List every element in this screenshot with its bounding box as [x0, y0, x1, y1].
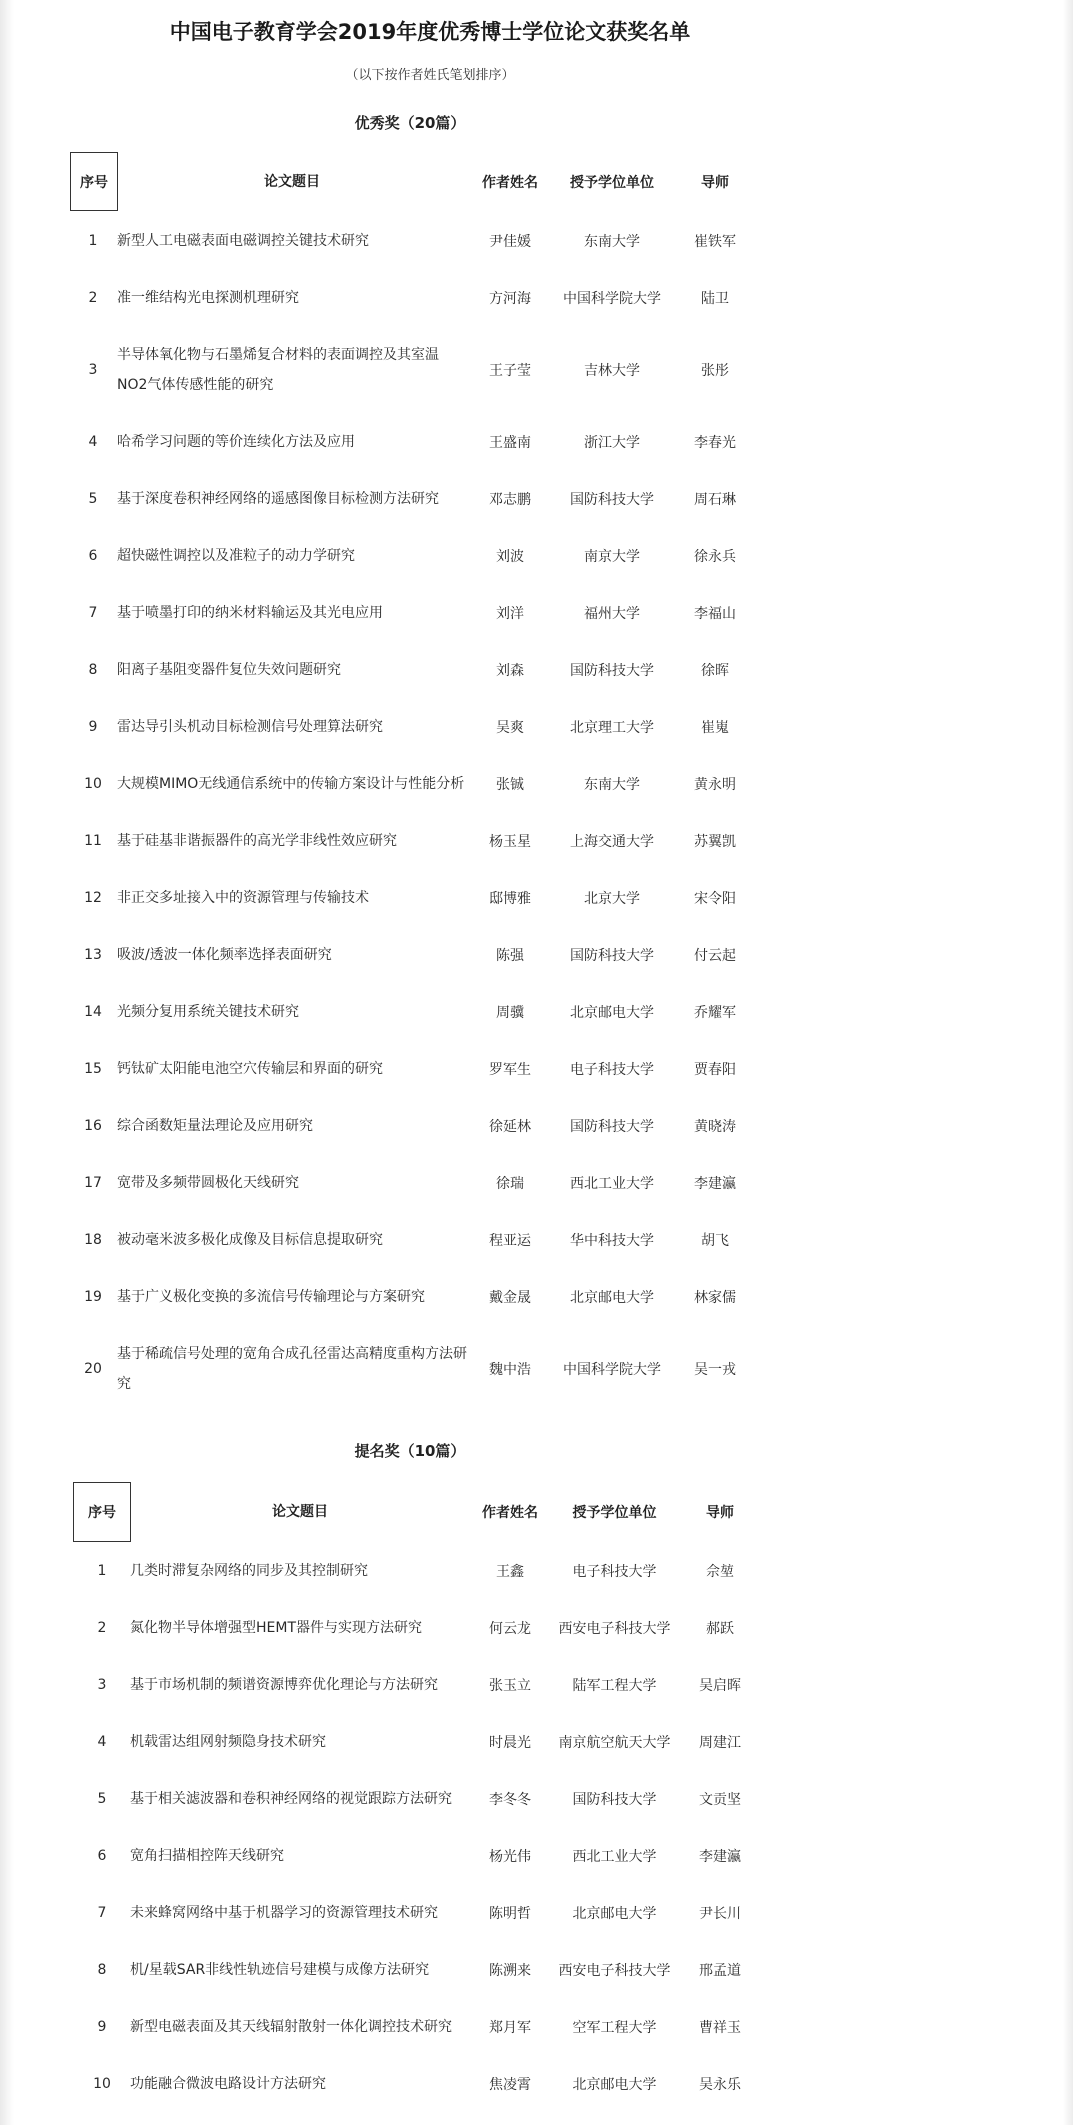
row-author: 尹佳媛	[489, 233, 531, 250]
row-num: 1	[88, 232, 98, 249]
row-title: 哈希学习问题的等价连续化方法及应用	[117, 433, 355, 450]
row-author: 徐瑞	[496, 1175, 524, 1192]
row-title: 非正交多址接入中的资源管理与传输技术	[117, 889, 369, 906]
row-author: 邸博雅	[489, 890, 531, 907]
table-row	[0, 755, 1073, 812]
row-unit: 浙江大学	[584, 434, 640, 451]
table-row	[0, 2055, 1073, 2112]
row-num: 18	[84, 1231, 102, 1248]
header-author: 作者姓名	[482, 175, 538, 191]
row-title: 准一维结构光电探测机理研究	[117, 289, 299, 306]
row-advisor: 郝跃	[706, 1620, 734, 1637]
row-unit: 北京大学	[584, 890, 640, 907]
row-advisor: 吴一戎	[694, 1361, 736, 1378]
row-advisor: 陆卫	[701, 290, 729, 307]
row-num: 14	[84, 1003, 102, 1020]
table-row	[0, 1656, 1073, 1713]
row-title: 雷达导引头机动目标检测信号处理算法研究	[117, 718, 383, 735]
row-author: 王子莹	[489, 362, 531, 379]
row-title: 基于稀疏信号处理的宽角合成孔径雷达高精度重构方法研究	[117, 1345, 467, 1392]
row-unit: 西安电子科技大学	[558, 1962, 671, 1979]
row-author: 时晨光	[489, 1734, 531, 1751]
row-author: 杨光伟	[489, 1848, 531, 1865]
row-title: 几类时滞复杂网络的同步及其控制研究	[130, 1562, 368, 1579]
row-author: 郑月军	[489, 2019, 531, 2036]
nomination-section-heading: 提名奖（10篇）	[354, 1442, 466, 1460]
row-unit: 国防科技大学	[570, 491, 654, 508]
row-advisor: 贾春阳	[694, 1061, 736, 1078]
excellent-table-body	[0, 212, 1073, 1412]
row-author: 戴金晟	[489, 1289, 531, 1306]
table-row	[0, 926, 1073, 983]
row-title: 新型电磁表面及其天线辐射散射一体化调控技术研究	[130, 2018, 452, 2035]
row-num: 16	[84, 1117, 102, 1134]
row-unit: 福州大学	[584, 605, 640, 622]
row-title: 被动毫米波多极化成像及目标信息提取研究	[117, 1231, 383, 1248]
table-row	[0, 584, 1073, 641]
row-title: 未来蜂窝网络中基于机器学习的资源管理技术研究	[130, 1904, 438, 1921]
row-advisor: 付云起	[694, 947, 736, 964]
row-num: 6	[88, 547, 98, 564]
header-advisor: 导师	[701, 175, 729, 191]
table-row	[0, 1542, 1073, 1599]
row-unit: 电子科技大学	[572, 1563, 657, 1580]
row-num: 19	[84, 1288, 102, 1305]
row-num: 1	[97, 1562, 107, 1579]
nomination-table-body	[0, 1542, 1073, 2112]
row-author: 徐延林	[489, 1118, 531, 1135]
page-title: 中国电子教育学会2019年度优秀博士学位论文获奖名单	[169, 20, 691, 44]
excellent-award-table	[0, 152, 1073, 1412]
row-author: 杨玉星	[489, 833, 531, 850]
excellent-section-heading: 优秀奖（20篇）	[354, 114, 466, 132]
row-num: 2	[97, 1619, 107, 1636]
row-num: 10	[84, 775, 102, 792]
row-title: 基于深度卷积神经网络的遥感图像目标检测方法研究	[117, 490, 439, 507]
row-num: 15	[84, 1060, 102, 1077]
row-unit: 北京邮电大学	[572, 2076, 657, 2093]
row-author: 魏中浩	[489, 1361, 531, 1378]
table-row	[0, 1325, 1073, 1412]
table-row	[0, 812, 1073, 869]
row-unit: 电子科技大学	[570, 1061, 654, 1078]
row-title: 基于硅基非谐振器件的高光学非线性效应研究	[117, 832, 397, 849]
header-num: 序号	[73, 1482, 131, 1542]
row-unit: 中国科学院大学	[563, 290, 661, 307]
row-title: 吸波/透波一体化频率选择表面研究	[117, 946, 332, 963]
nomination-award-table	[0, 1482, 1073, 2112]
row-title: 超快磁性调控以及准粒子的动力学研究	[117, 547, 355, 564]
row-author: 刘森	[496, 662, 524, 679]
row-num: 12	[84, 889, 102, 906]
row-author: 王盛南	[489, 434, 531, 451]
row-advisor: 文贡坚	[699, 1791, 741, 1808]
header-author: 作者姓名	[482, 1505, 538, 1521]
row-num: 5	[97, 1790, 107, 1807]
row-unit: 西北工业大学	[572, 1848, 657, 1865]
row-advisor: 尹长川	[699, 1905, 741, 1922]
row-author: 张铖	[496, 776, 524, 793]
row-author: 陈强	[496, 947, 524, 964]
row-unit: 上海交通大学	[570, 833, 654, 850]
row-unit: 西安电子科技大学	[558, 1620, 671, 1637]
table-row	[0, 869, 1073, 926]
row-num: 11	[84, 832, 102, 849]
row-title: 半导体氧化物与石墨烯复合材料的表面调控及其室温NO2气体传感性能的研究	[117, 346, 439, 393]
row-advisor: 黄永明	[694, 776, 736, 793]
row-author: 王鑫	[496, 1563, 524, 1580]
table-header-row	[0, 1482, 1073, 1542]
row-num: 6	[97, 1847, 107, 1864]
table-row	[0, 641, 1073, 698]
row-num: 4	[88, 433, 98, 450]
row-title: 新型人工电磁表面电磁调控关键技术研究	[117, 232, 369, 249]
row-title: 宽角扫描相控阵天线研究	[130, 1847, 284, 1864]
row-author: 张玉立	[489, 1677, 531, 1694]
row-title: 钙钛矿太阳能电池空穴传输层和界面的研究	[117, 1060, 383, 1077]
row-title: 机/星载SAR非线性轨迹信号建模与成像方法研究	[130, 1961, 430, 1978]
table-row	[0, 212, 1073, 269]
header-title: 论文题目	[272, 1504, 328, 1520]
row-author: 罗军生	[489, 1061, 531, 1078]
row-author: 焦凌霄	[489, 2076, 531, 2093]
row-author: 周骥	[496, 1004, 524, 1021]
row-advisor: 邢孟道	[699, 1962, 741, 1979]
row-author: 刘洋	[496, 605, 524, 622]
row-author: 刘波	[496, 548, 524, 565]
row-author: 何云龙	[489, 1620, 531, 1637]
row-advisor: 苏翼凯	[694, 833, 736, 850]
row-advisor: 崔嵬	[701, 719, 729, 736]
row-advisor: 李建瀛	[699, 1848, 741, 1865]
row-title: 氮化物半导体增强型HEMT器件与实现方法研究	[130, 1619, 423, 1636]
row-title: 基于喷墨打印的纳米材料输运及其光电应用	[117, 604, 383, 621]
row-num: 13	[84, 946, 102, 963]
row-author: 李冬冬	[489, 1791, 531, 1808]
row-advisor: 宋令阳	[694, 890, 736, 907]
row-num: 20	[84, 1360, 102, 1377]
row-title: 阳离子基阻变器件复位失效问题研究	[117, 661, 341, 678]
row-unit: 北京邮电大学	[570, 1004, 654, 1021]
row-advisor: 胡飞	[701, 1232, 729, 1249]
row-unit: 北京理工大学	[570, 719, 654, 736]
row-title: 大规模MIMO无线通信系统中的传输方案设计与性能分析	[117, 775, 465, 792]
table-row	[0, 1770, 1073, 1827]
header-unit: 授予学位单位	[570, 175, 654, 191]
row-unit: 国防科技大学	[570, 947, 654, 964]
row-title: 基于相关滤波器和卷积神经网络的视觉跟踪方法研究	[130, 1790, 452, 1807]
row-num: 9	[97, 2018, 107, 2035]
row-title: 机载雷达组网射频隐身技术研究	[130, 1733, 326, 1750]
row-advisor: 李建瀛	[694, 1175, 736, 1192]
table-row	[0, 326, 1073, 413]
row-title: 宽带及多频带圆极化天线研究	[117, 1174, 299, 1191]
header-title: 论文题目	[264, 174, 320, 190]
table-row	[0, 1884, 1073, 1941]
table-row	[0, 698, 1073, 755]
table-row	[0, 1040, 1073, 1097]
row-title: 光频分复用系统关键技术研究	[117, 1003, 299, 1020]
table-row	[0, 527, 1073, 584]
table-row	[0, 1713, 1073, 1770]
row-num: 7	[97, 1904, 107, 1921]
row-author: 陈溯来	[489, 1962, 531, 1979]
row-advisor: 周石琳	[694, 491, 736, 508]
table-row	[0, 1599, 1073, 1656]
row-num: 2	[88, 289, 98, 306]
row-num: 8	[97, 1961, 107, 1978]
row-num: 3	[88, 361, 98, 378]
row-unit: 国防科技大学	[572, 1791, 657, 1808]
row-num: 7	[88, 604, 98, 621]
row-num: 5	[88, 490, 98, 507]
table-row	[0, 1827, 1073, 1884]
row-unit: 南京航空航天大学	[558, 1734, 671, 1751]
row-advisor: 徐永兵	[694, 548, 736, 565]
row-advisor: 黄晓涛	[694, 1118, 736, 1135]
row-title: 综合函数矩量法理论及应用研究	[117, 1117, 313, 1134]
row-unit: 吉林大学	[584, 362, 640, 379]
header-unit: 授予学位单位	[572, 1505, 657, 1521]
row-advisor: 李春光	[694, 434, 736, 451]
row-num: 8	[88, 661, 98, 678]
table-row	[0, 269, 1073, 326]
row-author: 陈明哲	[489, 1905, 531, 1922]
row-author: 程亚运	[489, 1232, 531, 1249]
table-header-row	[0, 152, 1073, 212]
row-title: 功能融合微波电路设计方法研究	[130, 2075, 326, 2092]
row-author: 邓志鹏	[489, 491, 531, 508]
row-title: 基于市场机制的频谱资源博弈优化理论与方法研究	[130, 1676, 438, 1693]
row-unit: 国防科技大学	[570, 1118, 654, 1135]
row-advisor: 张彤	[701, 362, 729, 379]
row-unit: 华中科技大学	[570, 1232, 654, 1249]
table-row	[0, 413, 1073, 470]
table-row	[0, 983, 1073, 1040]
row-unit: 北京邮电大学	[572, 1905, 657, 1922]
row-unit: 西北工业大学	[570, 1175, 654, 1192]
row-unit: 北京邮电大学	[570, 1289, 654, 1306]
table-row	[0, 1097, 1073, 1154]
table-row	[0, 1154, 1073, 1211]
row-num: 17	[84, 1174, 102, 1191]
row-author: 方河海	[489, 290, 531, 307]
page-subtitle: （以下按作者姓氏笔划排序）	[345, 68, 515, 83]
row-advisor: 吴启晖	[699, 1677, 741, 1694]
header-advisor: 导师	[706, 1505, 734, 1521]
row-unit: 中国科学院大学	[563, 1361, 661, 1378]
row-author: 吴爽	[496, 719, 524, 736]
row-unit: 南京大学	[584, 548, 640, 565]
row-advisor: 崔铁军	[694, 233, 736, 250]
table-row	[0, 470, 1073, 527]
row-unit: 东南大学	[584, 233, 640, 250]
header-num: 序号	[70, 152, 118, 211]
row-advisor: 吴永乐	[699, 2076, 741, 2093]
table-row	[0, 1941, 1073, 1998]
table-row	[0, 1998, 1073, 2055]
row-advisor: 周建江	[699, 1734, 741, 1751]
row-advisor: 李福山	[694, 605, 736, 622]
row-unit: 东南大学	[584, 776, 640, 793]
row-num: 4	[97, 1733, 107, 1750]
row-advisor: 曹祥玉	[699, 2019, 741, 2036]
row-unit: 陆军工程大学	[572, 1677, 657, 1694]
row-num: 3	[97, 1676, 107, 1693]
row-advisor: 乔耀军	[694, 1004, 736, 1021]
row-unit: 空军工程大学	[572, 2019, 657, 2036]
row-num: 10	[93, 2075, 111, 2092]
row-advisor: 佘堃	[706, 1563, 734, 1580]
table-row	[0, 1268, 1073, 1325]
row-unit: 国防科技大学	[570, 662, 654, 679]
row-num: 9	[88, 718, 98, 735]
row-advisor: 林家儒	[694, 1289, 736, 1306]
table-row	[0, 1211, 1073, 1268]
row-advisor: 徐晖	[701, 662, 729, 679]
row-title: 基于广义极化变换的多流信号传输理论与方案研究	[117, 1288, 425, 1305]
